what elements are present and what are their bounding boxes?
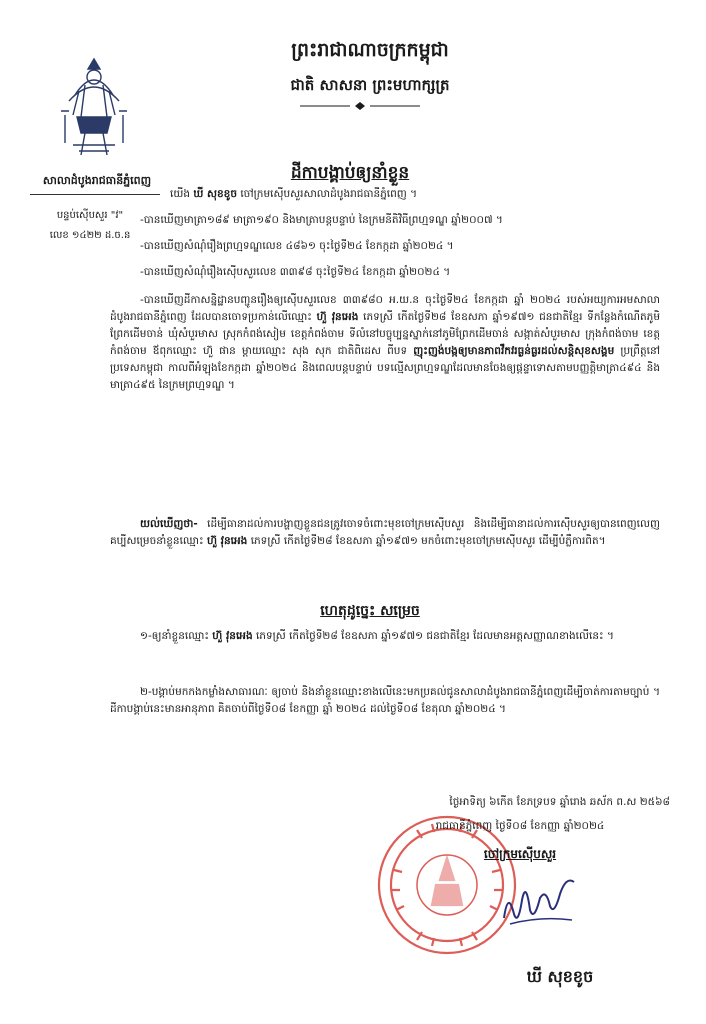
recital-3: -បានឃើញសំណុំរឿងស៊ើបសួរលេខ ៣៣៩៨ ចុះថ្ងៃទី២៤ ខែកក្កដា ឆ្នាំ២០២៤ ។ [140,266,451,278]
royal-emblem-icon [55,55,133,165]
recital-1: -បានឃើញមាត្រា១៨៩ មាត្រា១៩០ និងមាត្រាបន្តបន្ទាប់ នៃក្រមនីតិវិធីព្រហ្មទណ្ឌ ឆ្នាំ២០០៧ ។ [140,214,503,226]
reasoning-part2: ភេទស្រី កើតថ្ងៃទី២៨ ខែឧសភា ឆ្នាំ១៩៧១ មកចំពោះមុខចៅក្រមស៊ើបសួរ ដើម្បីបំភ្លឺការពិត។ [250,535,606,547]
recital-4-part2: ភេទស្រី កើតថ្ងៃទី២៨ ខែឧសភា ឆ្នាំ១៩៧១ ជនជាតិខ្មែរ ទីកន្លែងកំណើតភូមិព្រែកដើមចាន់ ឃុំសំបួរមាស ស្រុកកំពង់សៀម ខេត្តកំពង់ចាម ទីលំនៅបច្ចុប្បន្នស្នាក់នៅភូមិព្រែកដើមចាន់ សង្កាត់សំបួរមាស ក្រុងកំពង់ចាម ខេត្តកំពង់ចាម ឪពុកឈ្មោះ ហ៊ួ ផាន ម្ដាយឈ្មោះ សុង សុក ជាតិពិដេស ពីបទ [110,311,660,357]
intro-lead: យើង [170,188,190,200]
article-1-name: ហ៊ួ វុនអេង [212,630,253,642]
signer-name: ឃី សុខខូច [526,967,594,986]
lunar-date: ថ្ងៃអាទិត្យ ៦កើត ខែភទ្របទ ឆ្នាំរោង ឆស័ក ព.ស ២៥៦៨ [449,796,670,808]
article-1 [110,628,660,645]
office-name: បន្ទប់ស៊ើបសួរ "វ" [56,210,124,221]
intro-rest: ចៅក្រមស៊ើបសួរសាលាដំបូងរាជធានីភ្នំពេញ ។ [240,188,418,200]
reasoning-name: ហ៊ួ វុនអេង [207,535,248,547]
ornament-divider [300,102,420,110]
article-2 [110,684,660,718]
document-title: ដីកាបង្គាប់ឲ្យនាំខ្លួន [290,163,410,183]
signature-icon [500,870,580,930]
article-1-pre: ១-ឲ្យនាំខ្លួនឈ្មោះ [140,630,209,642]
divider [30,194,160,195]
signer-title: ចៅក្រមស៊ើបសួរ [483,847,557,861]
kingdom-heading: ព្រះរាជាណាចក្រកម្ពុជា [291,39,449,61]
recital-4-part1: -បានឃើញដីកាសន្និដ្ឋានបញ្ជូនរឿងឲ្យស៊ើបសួរលេខ ៣៣៩៨០ អ.យ.ន ចុះថ្ងៃទី២៤ ខែកក្កដា ឆ្នាំ ២០២៤ របស់អយ្យការអមសាលាដំបូងរាជធានីភ្នំពេញ ដែលបានចោទប្រកាន់លើឈ្មោះ [110,294,660,323]
recital-2: -បានឃើញសំណុំរឿងព្រហ្មទណ្ឌលេខ ៤៨៦១ ចុះថ្ងៃទី២៤ ខែកក្កដា ឆ្នាំ២០២៤ ។ [140,240,454,252]
recital-4 [110,292,660,394]
reasoning-part1: ដើម្បីធានាដល់ការបង្ហាញខ្លួនជនត្រូវចោទចំពោះមុខចៅក្រមស៊ើបសួរ និងដើម្បីធានាដល់ការស៊ើបសួរឲ្យបានពេញលេញ គប្បីសម្រេចនាំខ្លួនឈ្មោះ [110,518,660,547]
court-name: សាលាដំបូងរាជធានីភ្នំពេញ [42,174,152,187]
article-1-post: ភេទស្រី កើតថ្ងៃទី២៨ ខែឧសភា ឆ្នាំ១៩៧១ ជនជាតិខ្មែរ ដែលមានអត្តសញ្ញាណខាងលើនេះ ។ [255,630,614,642]
recital-4-offense: ញុះញង់បង្កឲ្យមានភាពវឹកវរធ្ងន់ធ្ងរដល់សន្តិសុខសង្គម [413,345,615,357]
intro-judge-name: ឃី សុខខូច [193,188,237,200]
reasoning-lead: យល់ឃើញថា- [140,518,198,530]
national-motto: ជាតិ សាសនា ព្រះមហាក្សត្រ [290,76,450,94]
reference-number: លេខ ១៤២២ ដ.ច.ន [49,230,131,241]
intro-line [170,186,630,203]
decision-heading: ហេតុដូច្នេះ សម្រេច [320,603,420,619]
place-and-date: រាជធានីភ្នំពេញ ថ្ងៃទី០៨ ខែកញ្ញា ឆ្នាំ២០២៤ [435,820,605,832]
recital-4-part3: ប្រព្រឹត្តនៅប្រទេសកម្ពុជា កាលពីអំឡុងខែកក្កដា ឆ្នាំ២០២៤ និងពេលបន្តបន្ទាប់ បទល្មើសព្រហ្មទណ្ឌដែលមានចែងឲ្យផ្ដន្ទាទោសតាមបញ្ញត្តិមាត្រា៤៩៤ និងមាត្រា៤៩៥ នៃក្រមព្រហ្មទណ្ឌ ។ [110,345,660,391]
reasoning-paragraph [110,516,660,550]
recital-4-accused-name: ហ៊ួ វុនអេង [316,311,359,323]
article-2-text: ២-បង្គាប់មកកងកម្លាំងសាធារណៈ ឲ្យចាប់ និងនាំខ្លួនឈ្មោះខាងលើនេះមកប្រគល់ជូនសាលាដំបូងរាជធានីភ្នំពេញដើម្បីចាត់ការតាមច្បាប់ ។ ដីកាបង្គាប់នេះមានអានុភាព គិតចាប់ពីថ្ងៃទី០៨ ខែកញ្ញា ឆ្នាំ ២០២៤ ដល់ថ្ងៃទី០៨ ខែតុលា ឆ្នាំ២០២៤ ។ [110,686,660,715]
